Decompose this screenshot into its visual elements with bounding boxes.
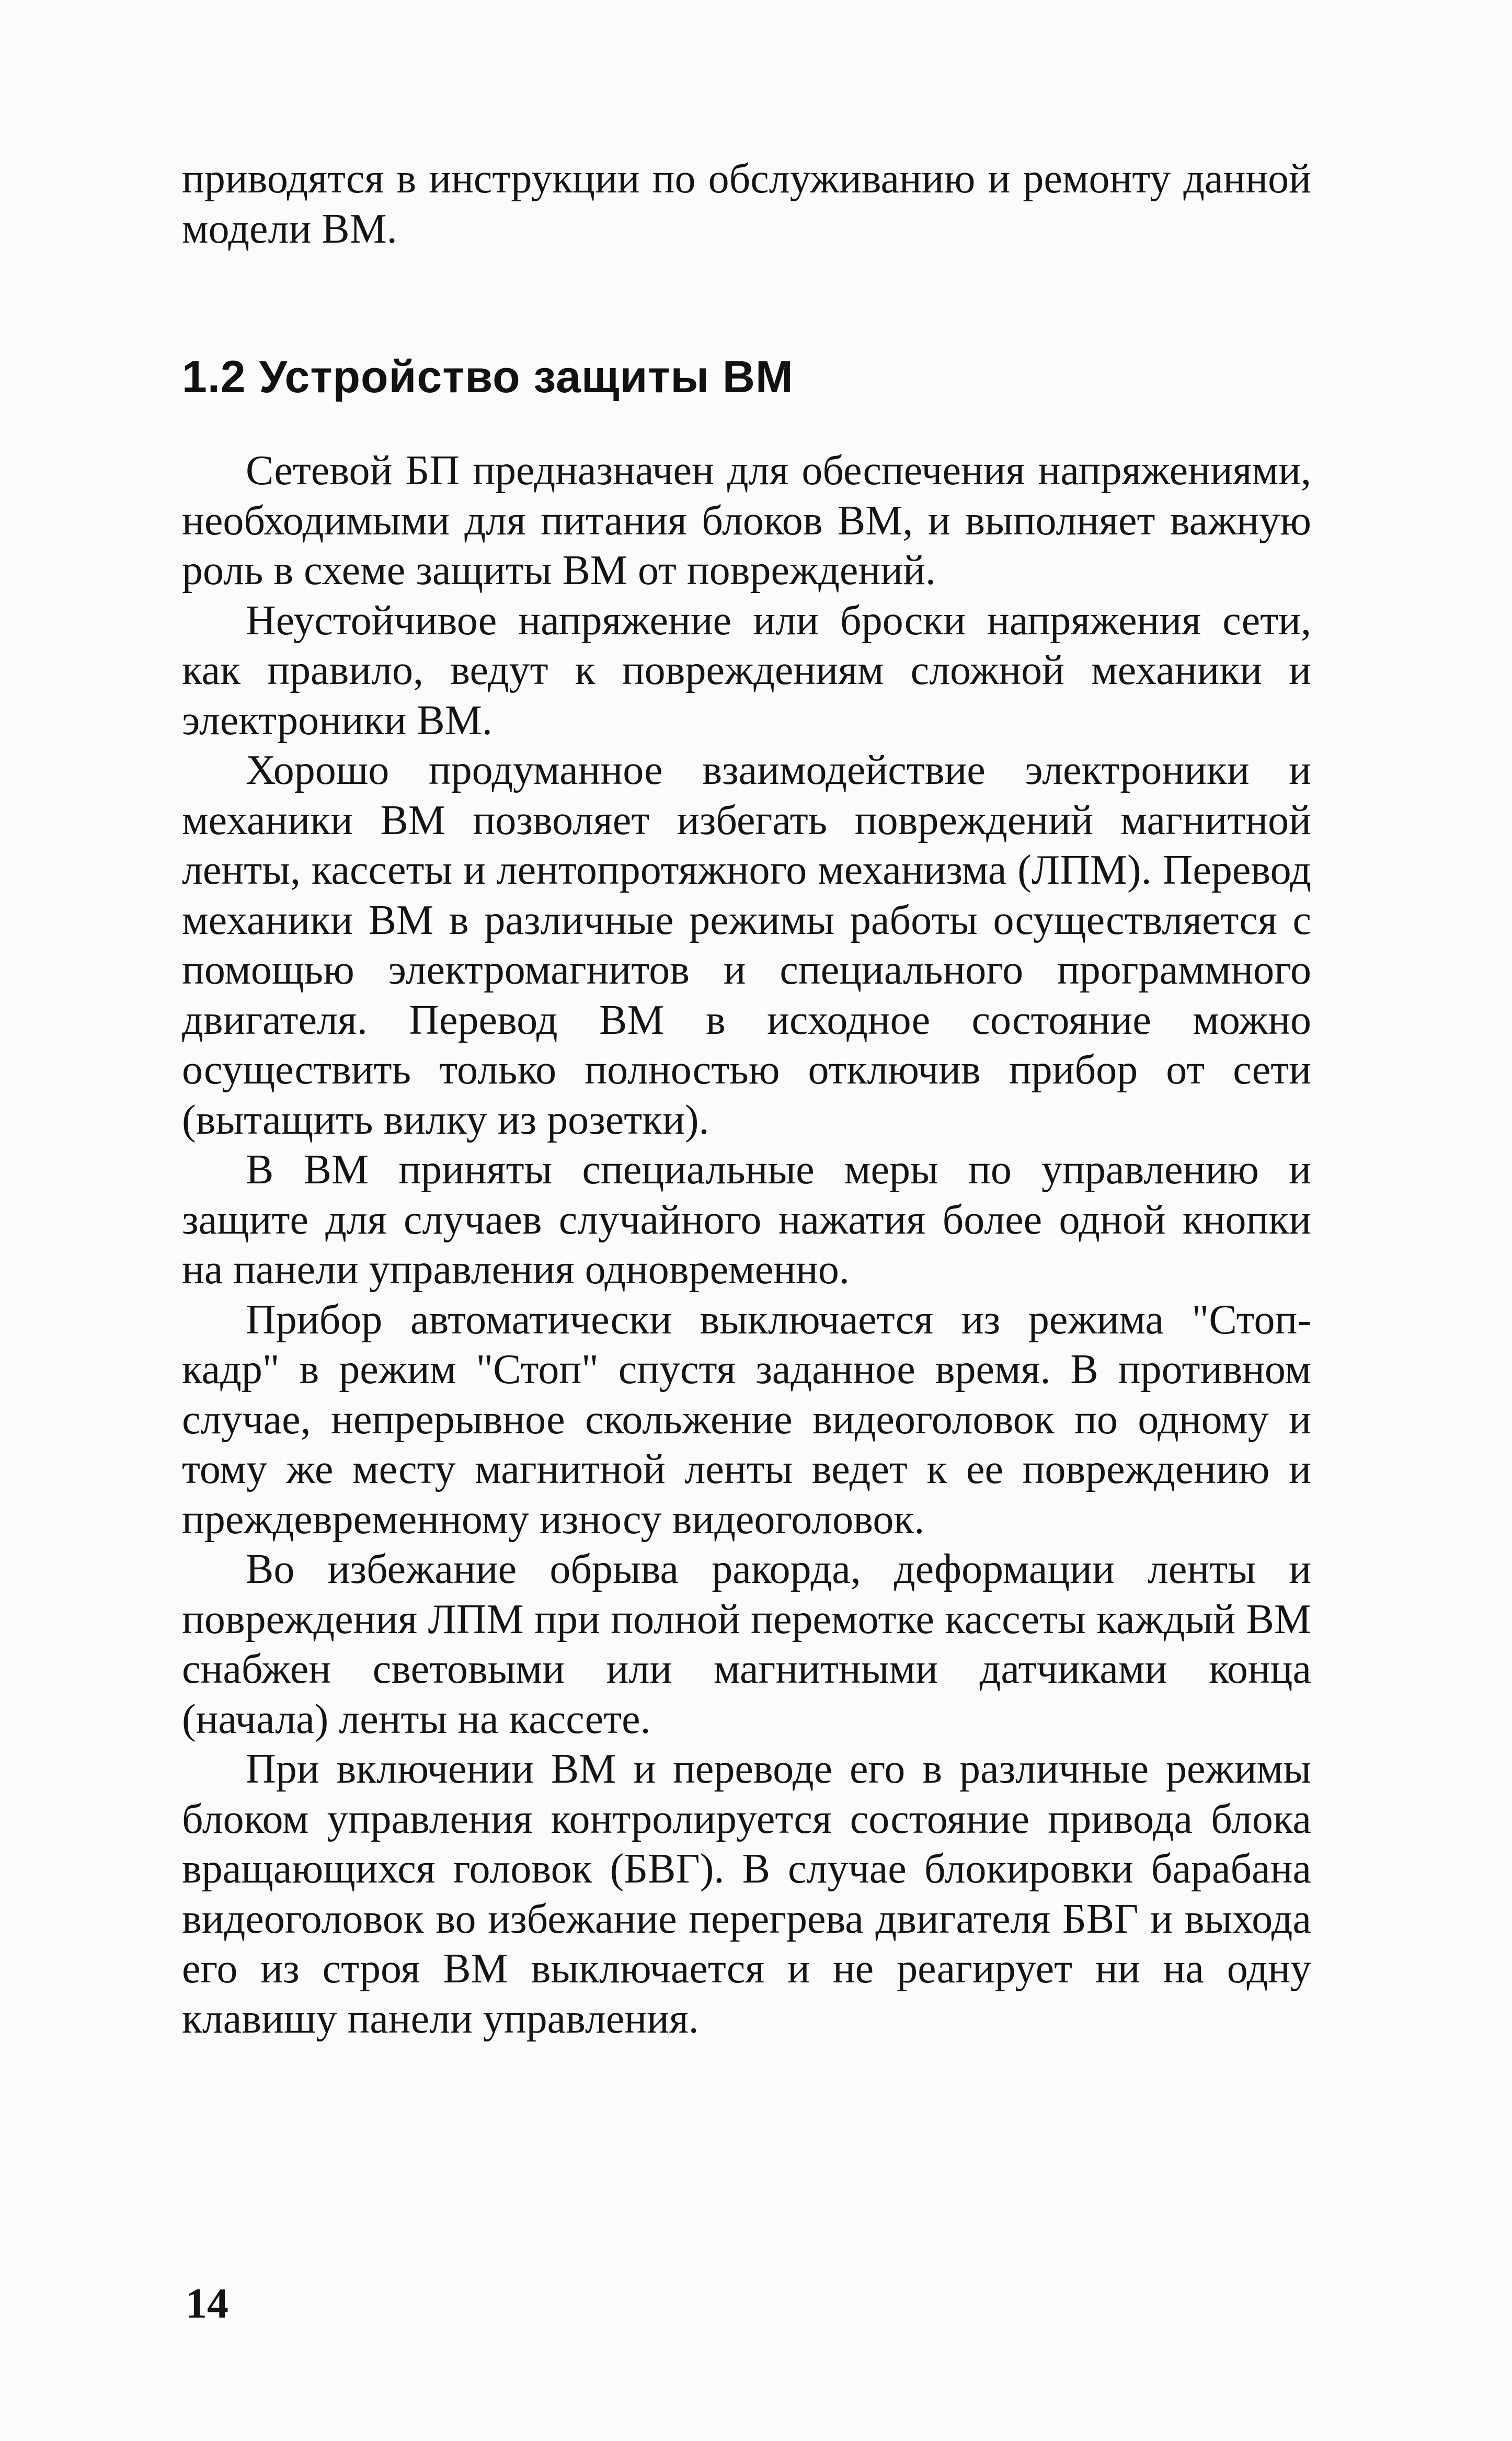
page-text <box>182 154 1311 2044</box>
paragraph-unstable-voltage: Неустойчивое напряжение или броски напряжения сети, как правило, ведут к повреждениям сложной механики и электроники ВМ. <box>182 597 1311 744</box>
paragraph-drum-control: При включении ВМ и переводе его в различные режимы блоком управления контролируется состояние привода блока вращающихся головок (БВГ). В случае блокировки барабана видеоголовок во избежание перегрева двигателя БВГ и выхода его из строя ВМ выключается и не реагирует ни на одну клавишу панели управления. <box>182 1746 1311 2042</box>
intro-paragraph: приводятся в инструкции по обслуживанию и ремонту данной модели ВМ. <box>182 156 1311 252</box>
paragraph-power-supply: Сетевой БП предназначен для обеспечения напряжениями, необходимыми для питания блоков ВМ, и выполняет важную роль в схеме защиты ВМ от повреждений. <box>182 448 1311 594</box>
paragraph-freeze-frame: Прибор автоматически выключается из режима "Стоп-кадр" в режим "Стоп" спустя заданное время. В противном случае, непрерывное скольжение видеоголовок по одному и тому же месту магнитной ленты ведет к ее повреждению и преждевременному износу видеоголовок. <box>182 1296 1311 1543</box>
page-number: 14 <box>186 2279 228 2327</box>
paragraph-tape-sensors: Во избежание обрыва ракорда, деформации ленты и повреждения ЛПМ при полной перемотке кассеты каждый ВМ снабжен световыми или магнитными датчиками конца (начала) ленты на кассете. <box>182 1546 1311 1742</box>
paragraph-button-protection: В ВМ приняты специальные меры по управлению и защите для случаев случайного нажатия более одной кнопки на панели управления одновременно. <box>182 1147 1311 1293</box>
section-heading: 1.2 Устройство защиты ВМ <box>182 352 794 402</box>
paragraph-mechanics: Хорошо продуманное взаимодействие электроники и механики ВМ позволяет избегать повреждений магнитной ленты, кассеты и лентопротяжного механизма (ЛПМ). Перевод механики ВМ в различные режимы работы осуществляется с помощью электромагнитов и специального программного двигателя. Перевод ВМ в исходное состояние можно осуществить только полностью отключив прибор от сети (вытащить вилку из розетки). <box>182 747 1311 1143</box>
